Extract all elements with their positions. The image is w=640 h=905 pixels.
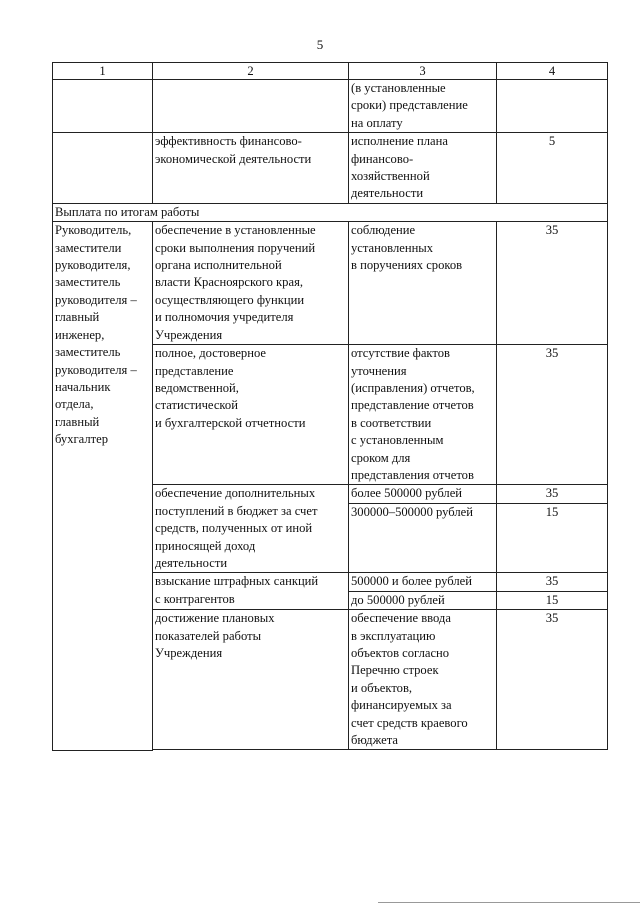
header-cell: 2 (153, 63, 349, 80)
table-cell: обеспечение ввода в эксплуатацию объектов согласно Перечню строек и объектов, финансируемых за счет средств краевого бюджета (349, 610, 497, 750)
table-cell (53, 133, 153, 204)
header-cell: 3 (349, 63, 497, 80)
table-row (53, 80, 608, 133)
table-cell: 15 (497, 504, 608, 573)
table-cell: отсутствие фактов уточнения (исправления) отчетов, представление отчетов в соответствии с установленным сроком для представления отчетов (349, 345, 497, 485)
table-cell: исполнение плана финансово- хозяйственной деятельности (349, 133, 497, 204)
table-cell (153, 80, 349, 133)
table-cell: достижение плановых показателей работы Учреждения (153, 610, 349, 750)
table-cell: до 500000 рублей (349, 591, 497, 609)
table-cell: обеспечение в установленные сроки выполнения поручений органа исполнительной власти Красноярского края, осуществляющего функции и полномочия учредителя Учреждения (153, 222, 349, 345)
table-cell: 35 (497, 573, 608, 591)
table-row (53, 133, 608, 204)
table-cell: обеспечение дополнительных поступлений в бюджет за счет средств, полученных от иной приносящей доход деятельности (153, 485, 349, 573)
table-cell: 35 (497, 485, 608, 504)
table-cell: взыскание штрафных санкций с контрагентов (153, 573, 349, 610)
table-cell: 5 (497, 133, 608, 204)
section-title: Выплата по итогам работы (53, 203, 608, 221)
table-cell (497, 80, 608, 133)
header-cell: 4 (497, 63, 608, 80)
table-cell: более 500000 рублей (349, 485, 497, 504)
table-cell: 35 (497, 610, 608, 750)
table-cell: 500000 и более рублей (349, 573, 497, 591)
table-cell: (в установленные сроки) представление на оплату (349, 80, 497, 133)
table-header-row (53, 63, 608, 80)
table-cell (53, 80, 153, 133)
page-number: 5 (316, 37, 324, 52)
table-cell: 300000–500000 рублей (349, 504, 497, 573)
table-cell: 35 (497, 222, 608, 345)
table-cell: эффективность финансово- экономической деятельности (153, 133, 349, 204)
position-cell: Руководитель, заместители руководителя, заместитель руководителя – главный инженер, заместитель руководителя – начальник отдела, главный бухгалтер (53, 222, 153, 751)
scan-edge-line (378, 902, 640, 903)
table-cell: 35 (497, 345, 608, 485)
table-cell: полное, достоверное представление ведомственной, статистической и бухгалтерской отчетности (153, 345, 349, 485)
spacer (153, 750, 608, 751)
table-cell: 15 (497, 591, 608, 609)
table-row (53, 222, 608, 345)
criteria-table (52, 62, 608, 751)
header-cell: 1 (53, 63, 153, 80)
table-cell: соблюдение установленных в поручениях сроков (349, 222, 497, 345)
section-row (53, 203, 608, 221)
